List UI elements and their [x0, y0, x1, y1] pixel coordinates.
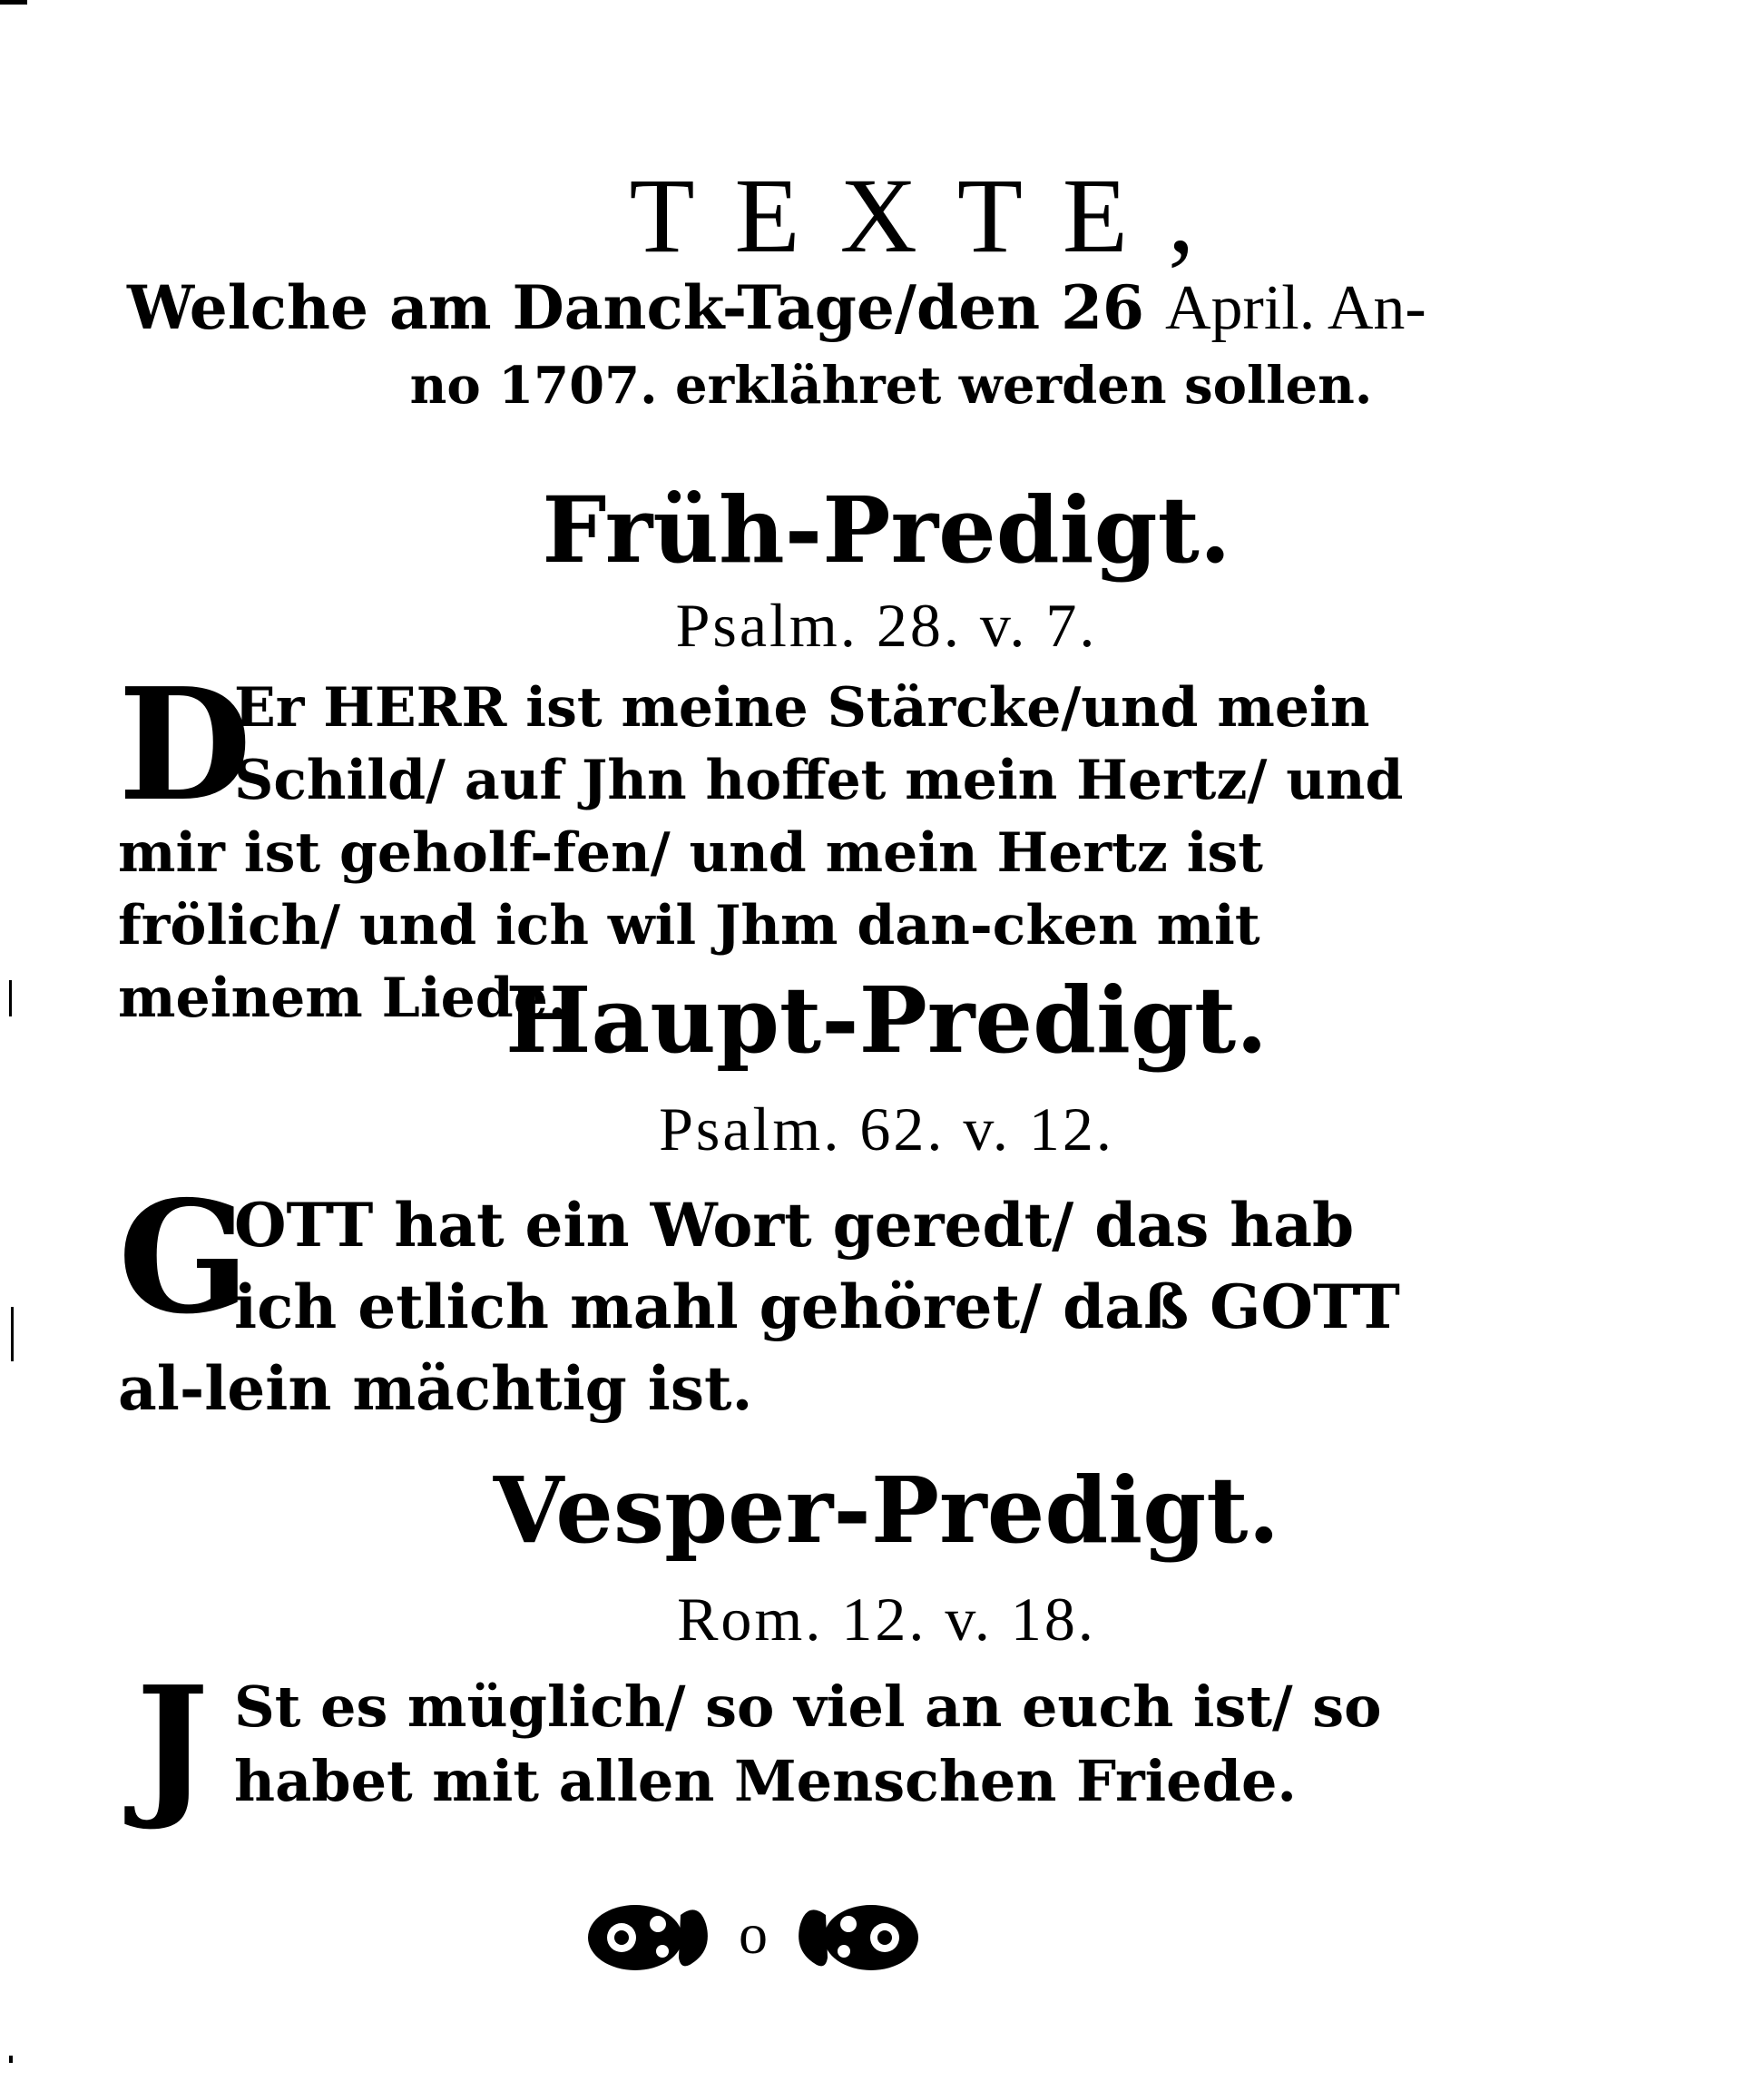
section-reference-frueh: Psalm. 28. v. 7. [675, 591, 1098, 660]
scan-mark [0, 0, 27, 5]
verse-vesper [118, 1653, 1425, 1834]
section-heading-frueh: Früh-Predigt. [542, 476, 1231, 584]
dropcap-j: J [135, 1653, 210, 1834]
subtitle-fraktur: Welche am Danck-Tage/den 26 [127, 272, 1144, 343]
section-reference-vesper: Rom. 12. v. 18. [677, 1585, 1096, 1654]
verse-text: St es müglich/ so viel an euch ist/ so habet mit allen Menschen Friede. [234, 1674, 1382, 1814]
ornament-left [588, 1905, 708, 1970]
subtitle-latin: April. An- [1164, 273, 1426, 343]
verse-text: Er HERR ist meine Stärcke/und mein Schild/ auf Jhn hoffet mein Hertz/ und mir ist geholf-fen/ und mein Hertz ist frölich/ und ich wil Jhm dan-cken mit meinem Liede. [118, 676, 1404, 1030]
section-heading-haupt: Haupt-Predigt. [505, 967, 1268, 1074]
scan-mark [11, 1307, 14, 1361]
dropcap-d: D [118, 654, 252, 836]
page-title: TEXTE, [629, 156, 1235, 275]
subtitle-line-1 [127, 272, 1426, 345]
ornament-center-letter: o [739, 1901, 768, 1966]
dropcap-g: G [118, 1167, 250, 1349]
verse-text: OTT hat ein Wort geredt/ das hab ich etlich mahl gehöret/ daß GOTT al-lein mächtig ist. [118, 1190, 1400, 1424]
floral-tailpiece-icon [581, 1888, 926, 1988]
scan-mark [9, 2056, 13, 2063]
section-heading-vesper: Vesper-Predigt. [493, 1457, 1280, 1564]
ornament-right [799, 1905, 918, 1970]
scan-mark [9, 980, 12, 1016]
section-reference-haupt: Psalm. 62. v. 12. [659, 1095, 1114, 1163]
verse-haupt [118, 1167, 1425, 1429]
subtitle-line-2: no 1707. erklähret werden sollen. [409, 356, 1373, 416]
